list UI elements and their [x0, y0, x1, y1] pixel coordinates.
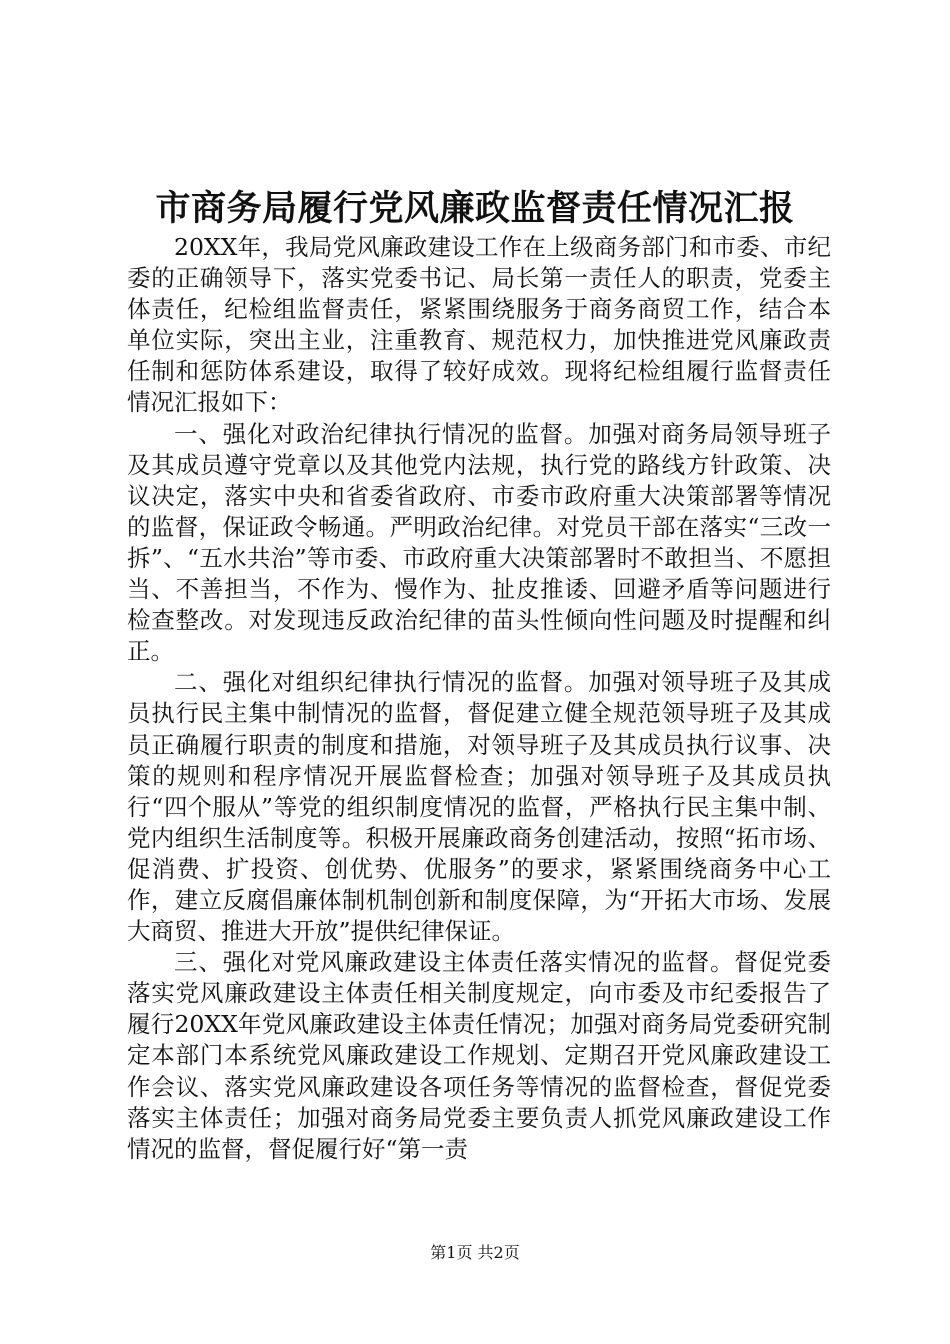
- document-body: [127, 232, 831, 1165]
- paragraph-section-2: 二、强化对组织纪律执行情况的监督。加强对领导班子及其成员执行民主集中制情况的监督，督促建立健全规范领导班子及其成员正确履行职责的制度和措施，对领导班子及其成员执行议事、决策的规则和程序情况开展监督检查；加强对领导班子及其成员执行“四个服从”等党的组织制度情况的监督，严格执行民主集中制、党内组织生活制度等。积极开展廉政商务创建活动，按照“拓市场、促消费、扩投资、创优势、优服务”的要求，紧紧围绕商务中心工作，建立反腐倡廉体制机制创新和制度保障，为“开拓大市场、发展大商贸、推进大开放”提供纪律保证。: [127, 668, 831, 946]
- page-number-footer: 第1页 共2页: [430, 1243, 520, 1262]
- paragraph-section-1: 一、强化对政治纪律执行情况的监督。加强对商务局领导班子及其成员遵守党章以及其他党内法规，执行党的路线方针政策、决议决定，落实中央和省委省政府、市委市政府重大决策部署等情况的监督，保证政令畅通。严明政治纪律。对党员干部在落实“三改一拆”、“五水共治”等市委、市政府重大决策部署时不敢担当、不愿担当、不善担当，不作为、慢作为、扯皮推诿、回避矛盾等问题进行检查整改。对发现违反政治纪律的苗头性倾向性问题及时提醒和纠正。: [127, 419, 831, 666]
- paragraph-intro: 20XX年，我局党风廉政建设工作在上级商务部门和市委、市纪委的正确领导下，落实党委书记、局长第一责任人的职责，党委主体责任，纪检组监督责任，紧紧围绕服务于商务商贸工作，结合本单位实际，突出主业，注重教育、规范权力，加快推进党风廉政责任制和惩防体系建设，取得了较好成效。现将纪检组履行监督责任情况汇报如下：: [127, 233, 831, 417]
- paragraph-section-3: 三、强化对党风廉政建设主体责任落实情况的监督。督促党委落实党风廉政建设主体责任相关制度规定，向市委及市纪委报告了履行20XX年党风廉政建设主体责任情况；加强对商务局党委研究制定本部门本系统党风廉政建设工作规划、定期召开党风廉政建设工作会议、落实党风廉政建设各项任务等情况的监督检查，督促党委落实主体责任；加强对商务局党委主要负责人抓党风廉政建设工作情况的监督，督促履行好“第一责: [127, 948, 831, 1163]
- document-title: 市商务局履行党风廉政监督责任情况汇报: [155, 188, 795, 229]
